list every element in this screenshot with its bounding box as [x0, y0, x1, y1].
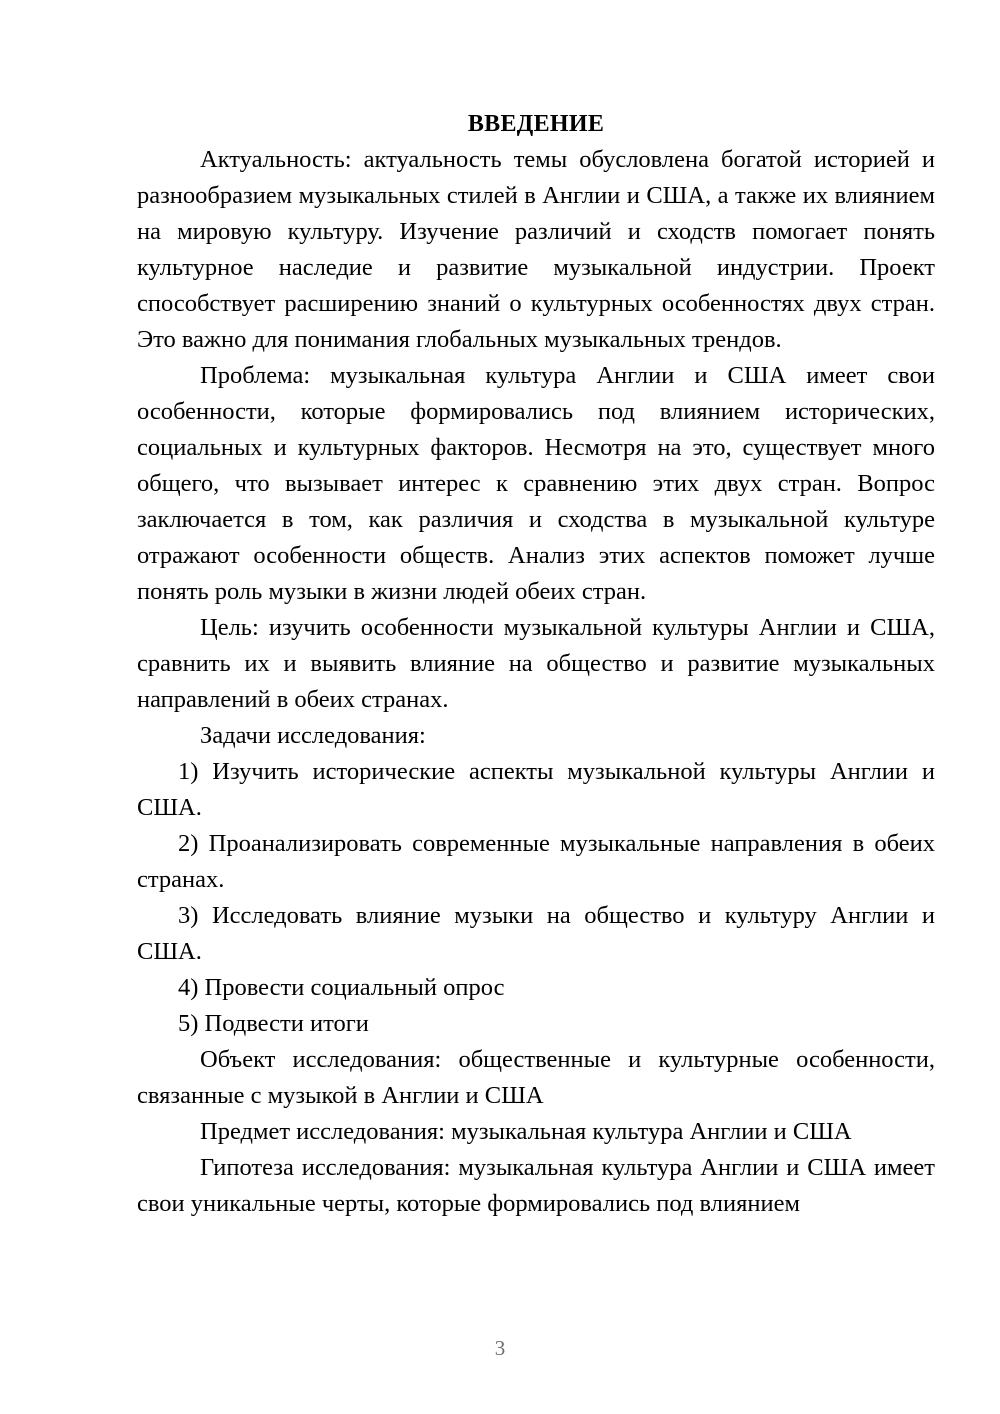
- paragraph-problem: Проблема: музыкальная культура Англии и США имеет свои особенности, которые формировались под влиянием исторических, социальных и культурных факторов. Несмотря на это, существует много общего, что вызывает интерес к сравнению этих двух стран. Вопрос заключается в том, как различия и сходства в музыкальной культуре отражают особенности обществ. Анализ этих аспектов поможет лучше понять роль музыки в жизни людей обеих стран.: [137, 362, 935, 605]
- paragraph-object: Объект исследования: общественные и культурные особенности, связанные с музыкой в Англии и США: [137, 1046, 935, 1109]
- list-item-task-4: 4) Провести социальный опрос: [178, 974, 505, 1001]
- paragraph-tasks-heading: Задачи исследования:: [200, 722, 426, 749]
- document-body: [137, 142, 935, 1222]
- list-item-task-5: 5) Подвести итоги: [178, 1010, 369, 1037]
- paragraph-relevance: Актуальность: актуальность темы обусловлена богатой историей и разнообразием музыкальных стилей в Англии и США, а также их влиянием на мировую культуру. Изучение различий и сходств помогает понять культурное наследие и развитие музыкальной индустрии. Проект способствует расширению знаний о культурных особенностях двух стран. Это важно для понимания глобальных музыкальных трендов.: [137, 146, 935, 353]
- list-item-task-3: 3) Исследовать влияние музыки на общество и культуру Англии и США.: [137, 902, 935, 965]
- paragraph-subject: Предмет исследования: музыкальная культура Англии и США: [200, 1118, 852, 1145]
- list-item-task-1: 1) Изучить исторические аспекты музыкальной культуры Англии и США.: [137, 758, 935, 821]
- page-number: 3: [494, 1336, 506, 1360]
- paragraph-goal: Цель: изучить особенности музыкальной культуры Англии и США, сравнить их и выявить влияние на общество и развитие музыкальных направлений в обеих странах.: [137, 614, 935, 713]
- page-title: ВВЕДЕНИЕ: [467, 111, 605, 138]
- list-item-task-2: 2) Проанализировать современные музыкальные направления в обеих странах.: [137, 830, 935, 893]
- paragraph-hypothesis: Гипотеза исследования: музыкальная культура Англии и США имеет свои уникальные черты, которые формировались под влиянием: [137, 1154, 935, 1217]
